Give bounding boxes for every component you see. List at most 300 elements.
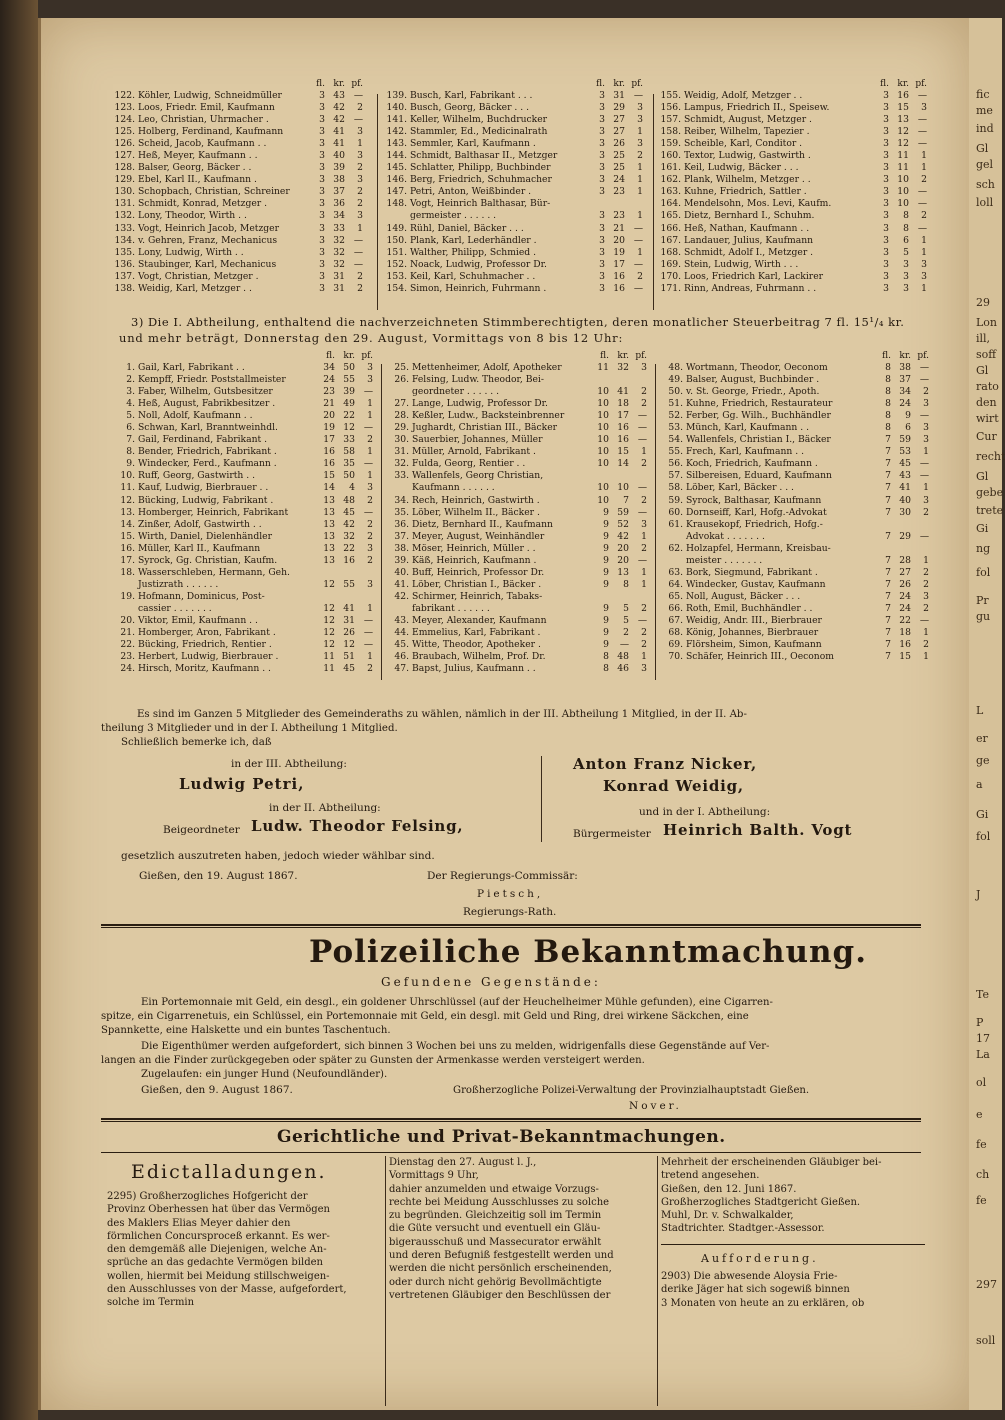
table-row xyxy=(109,223,363,235)
row-name: Kaufmann . . . . . . xyxy=(412,482,495,494)
row-name: Dietz, Bernhard II., Kaufmann xyxy=(412,518,553,530)
edge-fragment: fic xyxy=(976,88,990,101)
row-kr: 45 xyxy=(899,458,911,470)
row-pf: — xyxy=(633,234,643,246)
edge-fragment: wirt xyxy=(976,412,999,425)
row-pf: 2 xyxy=(357,198,363,210)
text-line: dahier anzumelden und etwaige Vorzugs- xyxy=(389,1183,599,1195)
row-name: Holzapfel, Hermann, Kreisbau- xyxy=(686,542,831,554)
table-row xyxy=(383,374,647,386)
row-fl: 3 xyxy=(883,162,889,174)
row-fl: 3 xyxy=(599,246,605,258)
row-number: 62. xyxy=(668,542,683,554)
row-number: 7. xyxy=(126,434,135,446)
row-kr: 17 xyxy=(613,258,625,270)
row-fl: 7 xyxy=(885,506,891,518)
row-number: 4. xyxy=(126,398,135,410)
table-row xyxy=(109,482,373,494)
row-fl: 8 xyxy=(885,386,891,398)
edge-fragment: trete xyxy=(976,504,1004,517)
table-row xyxy=(657,458,929,470)
row-kr: 16 xyxy=(613,282,625,294)
row-kr: 42 xyxy=(343,518,355,530)
rule xyxy=(101,1118,921,1120)
table-row xyxy=(381,138,643,150)
table-row xyxy=(381,90,643,102)
table-row xyxy=(655,223,927,235)
row-number: 11. xyxy=(120,482,135,494)
row-number: 57. xyxy=(668,470,683,482)
row-name: Stammler, Ed., Medicinalrath xyxy=(410,126,548,138)
row-fl xyxy=(873,519,891,531)
row-name: Lampus, Friedrich II., Speisew. xyxy=(684,102,830,114)
table-row xyxy=(383,591,647,603)
row-kr: 29 xyxy=(899,530,911,542)
table-row xyxy=(381,126,643,138)
row-name: Bork, Siegmund, Fabrikant . xyxy=(686,566,818,578)
row-name: Sauerbier, Johannes, Müller xyxy=(412,434,543,446)
row-kr: 49 xyxy=(343,398,355,410)
row-fl: 7 xyxy=(885,614,891,626)
row-number: 141. xyxy=(386,114,407,126)
table-row xyxy=(383,398,647,410)
row-kr xyxy=(609,374,629,386)
divider xyxy=(385,1156,386,1406)
row-pf: 2 xyxy=(367,663,373,675)
row-fl: 7 xyxy=(885,470,891,482)
row-name: Schmidt, Balthasar II., Metzger xyxy=(410,150,558,162)
row-pf: 1 xyxy=(641,446,647,458)
row-number: 13. xyxy=(120,506,135,518)
table-row xyxy=(657,410,929,422)
table-row xyxy=(381,271,643,283)
row-pf: 3 xyxy=(637,102,643,114)
row-name: Noll, August, Bäcker . . . xyxy=(686,590,801,602)
table-row xyxy=(655,283,927,295)
divider xyxy=(377,94,378,310)
row-number: 131. xyxy=(114,198,135,210)
row-pf: 1 xyxy=(641,651,647,663)
row-name: fabrikant . . . . . . xyxy=(412,602,490,614)
table-row xyxy=(109,410,373,422)
row-kr: 50 xyxy=(343,470,355,482)
election-left-1: in der III. Abtheilung: xyxy=(231,758,347,770)
row-pf: 1 xyxy=(641,530,647,542)
table-row xyxy=(657,519,929,531)
row-name: Berg, Friedrich, Schuhmacher xyxy=(410,174,552,186)
row-name: Reiber, Wilhelm, Tapezier . xyxy=(684,126,810,138)
edge-fragment: sch xyxy=(976,178,995,191)
row-kr: 25 xyxy=(613,150,625,162)
row-pf: 1 xyxy=(641,566,647,578)
table-row xyxy=(383,458,647,470)
row-name: Gail, Ferdinand, Fabrikant . xyxy=(138,434,268,446)
row-fl: 13 xyxy=(323,494,335,506)
table-row xyxy=(109,446,373,458)
row-number: 165. xyxy=(660,210,681,222)
row-name: Meyer, Alexander, Kaufmann xyxy=(412,614,547,626)
row-kr: 34 xyxy=(333,210,345,222)
row-pf: 3 xyxy=(367,542,373,554)
row-number: 38. xyxy=(394,542,409,554)
row-fl: 3 xyxy=(599,186,605,198)
row-pf: 3 xyxy=(357,126,363,138)
row-number: 12. xyxy=(120,494,135,506)
row-kr: 37 xyxy=(333,186,345,198)
row-number xyxy=(657,555,686,567)
table-row xyxy=(657,615,929,627)
row-number: 32. xyxy=(394,458,409,470)
row-name: Dornseiff, Karl, Hofg.-Advokat xyxy=(686,506,827,518)
row-number: 21. xyxy=(120,627,135,639)
row-name: Homberger, Heinrich, Fabrikant xyxy=(138,506,289,518)
row-number: 69. xyxy=(668,639,683,651)
row-fl: 3 xyxy=(883,186,889,198)
row-pf: — xyxy=(917,198,927,210)
edge-fragment: rato xyxy=(976,380,999,393)
row-name: Kuhne, Friedrich, Restaurateur xyxy=(686,398,833,410)
row-pf: — xyxy=(637,506,647,518)
edge-fragment: Lon xyxy=(976,316,998,329)
row-pf: — xyxy=(637,422,647,434)
row-name: Weidig, Adolf, Metzger . . xyxy=(684,90,803,101)
row-name: Simon, Heinrich, Fuhrmann . xyxy=(410,282,547,294)
row-fl: 20 xyxy=(323,410,335,422)
row-fl: 7 xyxy=(885,458,891,470)
row-kr: 41 xyxy=(617,386,629,398)
row-pf: 2 xyxy=(357,186,363,198)
election-right-4a: Bürgermeister xyxy=(573,828,651,840)
table-row xyxy=(109,138,363,150)
row-fl: 13 xyxy=(323,542,335,554)
row-fl: 8 xyxy=(885,398,891,410)
row-pf: 1 xyxy=(367,446,373,458)
row-pf: 1 xyxy=(637,210,643,222)
row-kr: 48 xyxy=(617,651,629,663)
row-number: 28. xyxy=(394,410,409,422)
row-name: Heß, Nathan, Kaufmann . . xyxy=(684,222,810,234)
table-row xyxy=(655,138,927,150)
row-kr: 41 xyxy=(333,126,345,138)
court-col1-head: Edictalladungen. xyxy=(131,1161,327,1183)
row-name: Fulda, Georg, Rentier . . xyxy=(412,458,526,470)
table-row xyxy=(381,186,643,198)
row-number: 15. xyxy=(120,530,135,542)
row-fl: 3 xyxy=(599,102,605,114)
row-fl: 9 xyxy=(603,518,609,530)
row-kr: 32 xyxy=(333,258,345,270)
row-number: 125. xyxy=(114,126,135,138)
row-pf: 2 xyxy=(641,458,647,470)
table-row xyxy=(109,198,363,210)
row-number: 22. xyxy=(120,639,135,651)
row-name: Scheid, Jacob, Kaufmann . . xyxy=(138,138,267,150)
table-row xyxy=(381,235,643,247)
edge-fragment: ol xyxy=(976,1076,987,1089)
table-row xyxy=(655,90,927,102)
row-fl: 3 xyxy=(883,258,889,270)
row-name: Windecker, Ferd., Kaufmann . xyxy=(138,458,277,470)
row-pf: 3 xyxy=(923,398,929,410)
table-row xyxy=(383,470,647,482)
police-p3: Zugelaufen: ein junger Hund (Neufoundländer). xyxy=(141,1069,388,1080)
row-kr: 16 xyxy=(613,270,625,282)
row-fl: 3 xyxy=(883,198,889,210)
text-line: Dienstag den 27. August l. J., xyxy=(389,1157,537,1168)
table1-col2 xyxy=(381,78,643,295)
row-kr: 25 xyxy=(613,162,625,174)
row-number: 37. xyxy=(394,530,409,542)
row-name: Kauf, Ludwig, Bierbrauer . . xyxy=(138,482,269,494)
row-pf: 3 xyxy=(921,258,927,270)
row-kr: 5 xyxy=(623,602,629,614)
row-kr: 15 xyxy=(617,446,629,458)
row-number: 25. xyxy=(394,362,409,373)
row-fl: 3 xyxy=(319,162,325,174)
row-name: Schopbach, Christian, Schreiner xyxy=(138,186,290,198)
row-pf: — xyxy=(353,258,363,270)
row-kr: 12 xyxy=(897,126,909,138)
edge-fragment: P xyxy=(976,1016,984,1029)
election-tail: gesetzlich auszutreten haben, jedoch wieder wählbar sind. xyxy=(121,850,435,862)
table-row xyxy=(657,398,929,410)
row-number: 26. xyxy=(394,374,409,386)
book-spine xyxy=(0,0,38,1420)
row-name: Scheible, Karl, Conditor . xyxy=(684,138,803,150)
row-pf: 3 xyxy=(921,270,927,282)
row-pf: 2 xyxy=(641,602,647,614)
table-row xyxy=(109,531,373,543)
table-row xyxy=(383,519,647,531)
row-name: Petri, Anton, Weißbinder . xyxy=(410,186,532,198)
table-row xyxy=(109,639,373,651)
row-pf: 2 xyxy=(923,386,929,398)
text-line: des Maklers Elias Meyer dahier den xyxy=(107,1217,291,1229)
row-fl: 3 xyxy=(319,174,325,186)
row-name: Keil, Karl, Schuhmacher . . xyxy=(410,270,536,282)
row-kr: 2 xyxy=(623,627,629,639)
row-kr: 37 xyxy=(899,374,911,386)
row-kr: 50 xyxy=(343,362,355,373)
row-fl: 8 xyxy=(603,663,609,675)
row-kr: 11 xyxy=(897,150,909,162)
row-number: 169. xyxy=(660,258,681,270)
edge-fragment: ge xyxy=(976,754,990,767)
row-pf: 1 xyxy=(367,410,373,422)
row-name: meister . . . . . . . xyxy=(686,554,763,566)
row-number: 33. xyxy=(394,470,409,482)
edge-fragment: recht xyxy=(976,450,1005,463)
row-fl: 3 xyxy=(319,270,325,282)
row-number: 161. xyxy=(660,162,681,174)
row-fl: 11 xyxy=(323,651,335,663)
text-line: vertretenen Gläubiger den Beschlüssen der xyxy=(389,1289,611,1301)
row-kr: 32 xyxy=(617,362,629,373)
edge-fragment: Gi xyxy=(976,808,989,821)
row-number: 1. xyxy=(126,362,135,373)
row-name: Faber, Wilhelm, Gutsbesitzer xyxy=(138,386,273,398)
row-number: 147. xyxy=(386,186,407,198)
row-pf: 2 xyxy=(357,102,363,114)
row-kr: 16 xyxy=(617,434,629,446)
row-pf: 1 xyxy=(357,138,363,150)
row-fl: 17 xyxy=(323,434,335,446)
row-pf: — xyxy=(919,362,929,373)
row-kr: 16 xyxy=(617,422,629,434)
row-number: 45. xyxy=(394,639,409,651)
edge-fragment: Pr xyxy=(976,594,989,607)
row-kr: 41 xyxy=(333,138,345,150)
table2-col1-header: fl. kr. pf. xyxy=(326,351,373,361)
row-number: 164. xyxy=(660,198,681,210)
divider xyxy=(541,756,542,842)
row-name: Hirsch, Moritz, Kaufmann . . xyxy=(138,663,271,675)
row-name: König, Johannes, Bierbrauer xyxy=(686,627,819,639)
table-row xyxy=(109,247,363,259)
edge-fragment: ng xyxy=(976,542,991,555)
row-number: 29. xyxy=(394,422,409,434)
edge-fragment: gel xyxy=(976,158,994,171)
row-kr: 46 xyxy=(617,663,629,675)
text-line: Großherzogliches Stadtgericht Gießen. xyxy=(661,1196,861,1208)
row-pf: — xyxy=(919,470,929,482)
row-kr: 42 xyxy=(333,114,345,126)
edge-fragment: 17 xyxy=(976,1032,990,1045)
row-name: Vogt, Heinrich Balthasar, Bür- xyxy=(410,198,551,210)
row-number: 126. xyxy=(114,138,135,150)
row-number: 140. xyxy=(386,102,407,114)
divider xyxy=(657,1156,658,1406)
row-pf xyxy=(629,470,647,482)
row-pf: 2 xyxy=(921,174,927,186)
row-kr: 6 xyxy=(903,234,909,246)
edge-fragment: fol xyxy=(976,830,991,843)
text-line: rechte bei Meidung Ausschlusses zu solche xyxy=(389,1196,610,1208)
row-kr: 20 xyxy=(613,234,625,246)
table2-col1 xyxy=(109,350,373,675)
row-number: 128. xyxy=(114,162,135,174)
row-pf: — xyxy=(363,386,373,398)
row-name: Münch, Karl, Kaufmann . . xyxy=(686,422,810,434)
row-kr: 26 xyxy=(899,578,911,590)
row-kr: 16 xyxy=(897,90,909,101)
row-fl: 7 xyxy=(885,651,891,663)
row-fl: 24 xyxy=(323,374,335,386)
row-fl: 8 xyxy=(885,362,891,373)
row-pf: — xyxy=(917,114,927,126)
text-line: werden die nicht persönlich erscheinenden, xyxy=(389,1263,612,1275)
row-kr: 33 xyxy=(333,222,345,234)
edge-fragment: Gl xyxy=(976,364,989,377)
row-fl: 3 xyxy=(319,234,325,246)
table-row xyxy=(383,362,647,374)
row-pf: — xyxy=(919,530,929,542)
table-row xyxy=(657,651,929,663)
row-pf: 2 xyxy=(923,639,929,651)
row-name: Dietz, Bernhard I., Schuhm. xyxy=(684,210,815,222)
row-number: 36. xyxy=(394,518,409,530)
row-number: 54. xyxy=(668,434,683,446)
table-row xyxy=(381,150,643,162)
table-row xyxy=(657,507,929,519)
table-row xyxy=(381,102,643,114)
row-number: 34. xyxy=(394,494,409,506)
row-fl: 12 xyxy=(323,627,335,639)
row-fl: 8 xyxy=(885,422,891,434)
row-fl: 7 xyxy=(885,602,891,614)
row-pf xyxy=(629,374,647,386)
row-pf: — xyxy=(917,138,927,150)
row-number: 142. xyxy=(386,126,407,138)
row-number: 8. xyxy=(126,446,135,458)
rule xyxy=(101,924,921,926)
table1-col1-header: fl. kr. pf. xyxy=(316,79,363,89)
row-pf: 1 xyxy=(921,246,927,258)
text-line: solche im Termin xyxy=(107,1297,195,1309)
row-fl: 11 xyxy=(597,362,609,373)
row-number: 17. xyxy=(120,554,135,566)
row-name: Müller, Karl II., Kaufmann xyxy=(138,542,261,554)
row-fl: 12 xyxy=(323,639,335,651)
table-row xyxy=(381,247,643,259)
row-kr: 33 xyxy=(343,434,355,446)
row-kr: 20 xyxy=(617,554,629,566)
edge-fragment: e xyxy=(976,1108,983,1121)
court-title: Gerichtliche und Privat-Bekanntmachungen. xyxy=(277,1127,726,1147)
row-pf: — xyxy=(637,482,647,494)
row-number: 162. xyxy=(660,174,681,186)
row-number: 48. xyxy=(668,362,683,373)
row-fl xyxy=(317,591,335,603)
row-number: 14. xyxy=(120,518,135,530)
row-name: Viktor, Emil, Kaufmann . . xyxy=(138,614,258,626)
divider xyxy=(655,364,656,680)
row-fl: 10 xyxy=(597,494,609,506)
row-kr: 32 xyxy=(333,234,345,246)
row-pf: — xyxy=(633,258,643,270)
text-line: Provinz Oberhessen hat über das Vermögen xyxy=(107,1204,330,1216)
text-line: Vormittags 9 Uhr, xyxy=(389,1170,479,1182)
row-pf: 1 xyxy=(923,482,929,494)
row-pf: 2 xyxy=(921,210,927,222)
row-name: Frech, Karl, Kaufmann . . xyxy=(686,446,804,458)
edge-fragment: 29 xyxy=(976,296,990,309)
table-row xyxy=(657,579,929,591)
edge-fragment: a xyxy=(976,778,983,791)
edge-fragment: me xyxy=(976,104,993,117)
row-kr xyxy=(891,519,911,531)
row-pf: 2 xyxy=(357,282,363,294)
row-name: Wallenfels, Christian I., Bäcker xyxy=(686,434,831,446)
row-kr: 5 xyxy=(623,614,629,626)
row-fl: 9 xyxy=(603,578,609,590)
row-kr: 58 xyxy=(343,446,355,458)
row-name: Balser, August, Buchbinder . xyxy=(686,374,820,386)
row-pf: 2 xyxy=(923,602,929,614)
row-name: Staubinger, Karl, Mechanicus xyxy=(138,258,277,270)
row-number: 35. xyxy=(394,506,409,518)
election-left-2: Ludwig Petri, xyxy=(179,775,305,793)
row-kr: 38 xyxy=(333,174,345,186)
row-kr: 31 xyxy=(613,90,625,101)
edge-fragment: fol xyxy=(976,566,991,579)
row-pf: — xyxy=(353,90,363,101)
row-number: 127. xyxy=(114,150,135,162)
row-number: 166. xyxy=(660,222,681,234)
row-name: Schwan, Karl, Branntweinhdl. xyxy=(138,422,278,434)
row-name: Heß, Meyer, Kaufmann . . xyxy=(138,150,258,162)
row-name: Jughardt, Christian III., Bäcker xyxy=(412,422,558,434)
